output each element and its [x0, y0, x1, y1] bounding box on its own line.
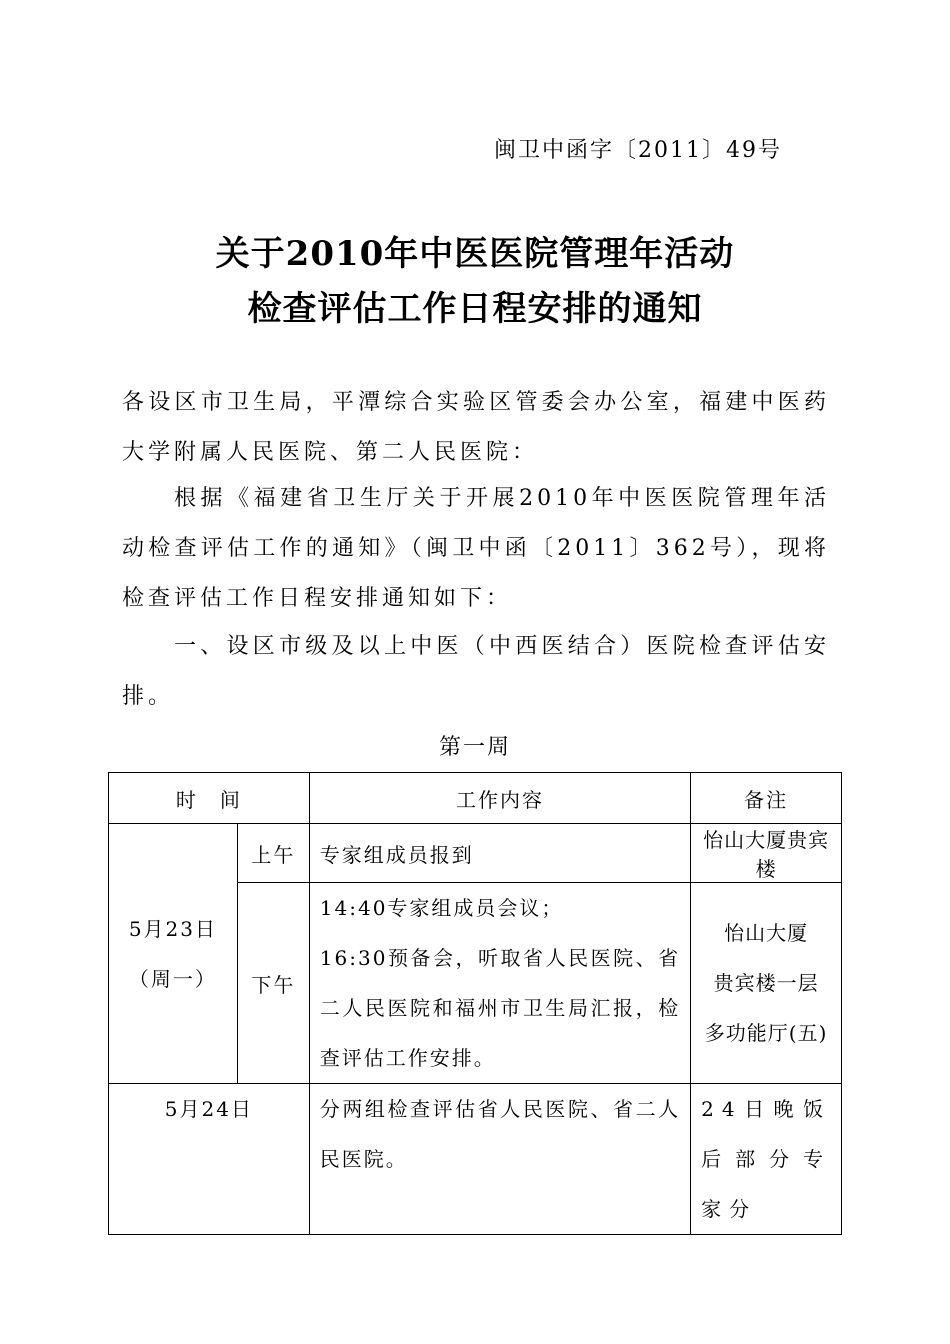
header-time: 时 间 — [109, 773, 310, 824]
date-cell-may24: 5月24日 — [109, 1084, 310, 1235]
note-may24: 24日晚饭后部分专家分 — [691, 1084, 842, 1235]
date-text: 5月23日 — [128, 916, 218, 941]
content-am: 专家组成员报到 — [309, 824, 690, 883]
note-pm-line-1: 怡山大厦 — [724, 921, 809, 945]
content-pm — [309, 883, 690, 1084]
title-line-1: 关于2010年中医医院管理年活动 — [215, 234, 735, 274]
note-pm — [691, 883, 842, 1084]
week-label: 第一周 — [438, 735, 511, 760]
header-content: 工作内容 — [309, 773, 690, 824]
table-row — [109, 1084, 842, 1235]
content-may24: 分两组检查评估省人民医院、省二人民医院。 — [309, 1084, 690, 1235]
content-pm-line-2: 16:30预备会，听取省人民医院、省二人民医院和福州市卫生局汇报，检查评估工作安排。 — [319, 946, 681, 1070]
header-note: 备注 — [691, 773, 842, 824]
weekday-text: （周一） — [128, 966, 217, 991]
basis-paragraph: 根据《福建省卫生厅关于开展2010年中医医院管理年活动检查评估工作的通知》（闽卫中函〔2011〕362号），现将检查评估工作日程安排通知如下： — [122, 486, 830, 611]
schedule-table — [108, 772, 842, 1235]
table-header-row — [109, 773, 842, 824]
date-cell-may23 — [109, 824, 238, 1084]
period-pm: 下午 — [237, 883, 309, 1084]
note-am: 怡山大厦贵宾楼 — [691, 824, 842, 883]
document-number: 闽卫中函字〔2011〕49号 — [494, 138, 782, 163]
note-pm-line-3: 多功能厅(五) — [704, 1021, 828, 1045]
section-one-block — [122, 622, 830, 722]
note-pm-line-2: 贵宾楼一层 — [713, 971, 819, 995]
table-row — [109, 824, 842, 883]
basis-block — [122, 474, 830, 624]
section-one-heading: 一、设区市级及以上中医（中西医结合）医院检查评估安排。 — [122, 634, 830, 709]
addressee-block — [122, 378, 830, 478]
addressee-paragraph: 各设区市卫生局，平潭综合实验区管委会办公室，福建中医药大学附属人民医院、第二人民医院： — [122, 390, 830, 465]
content-pm-line-1: 14:40专家组成员会议； — [319, 896, 564, 920]
period-am: 上午 — [237, 824, 309, 883]
title-line-2: 检查评估工作日程安排的通知 — [247, 289, 703, 329]
